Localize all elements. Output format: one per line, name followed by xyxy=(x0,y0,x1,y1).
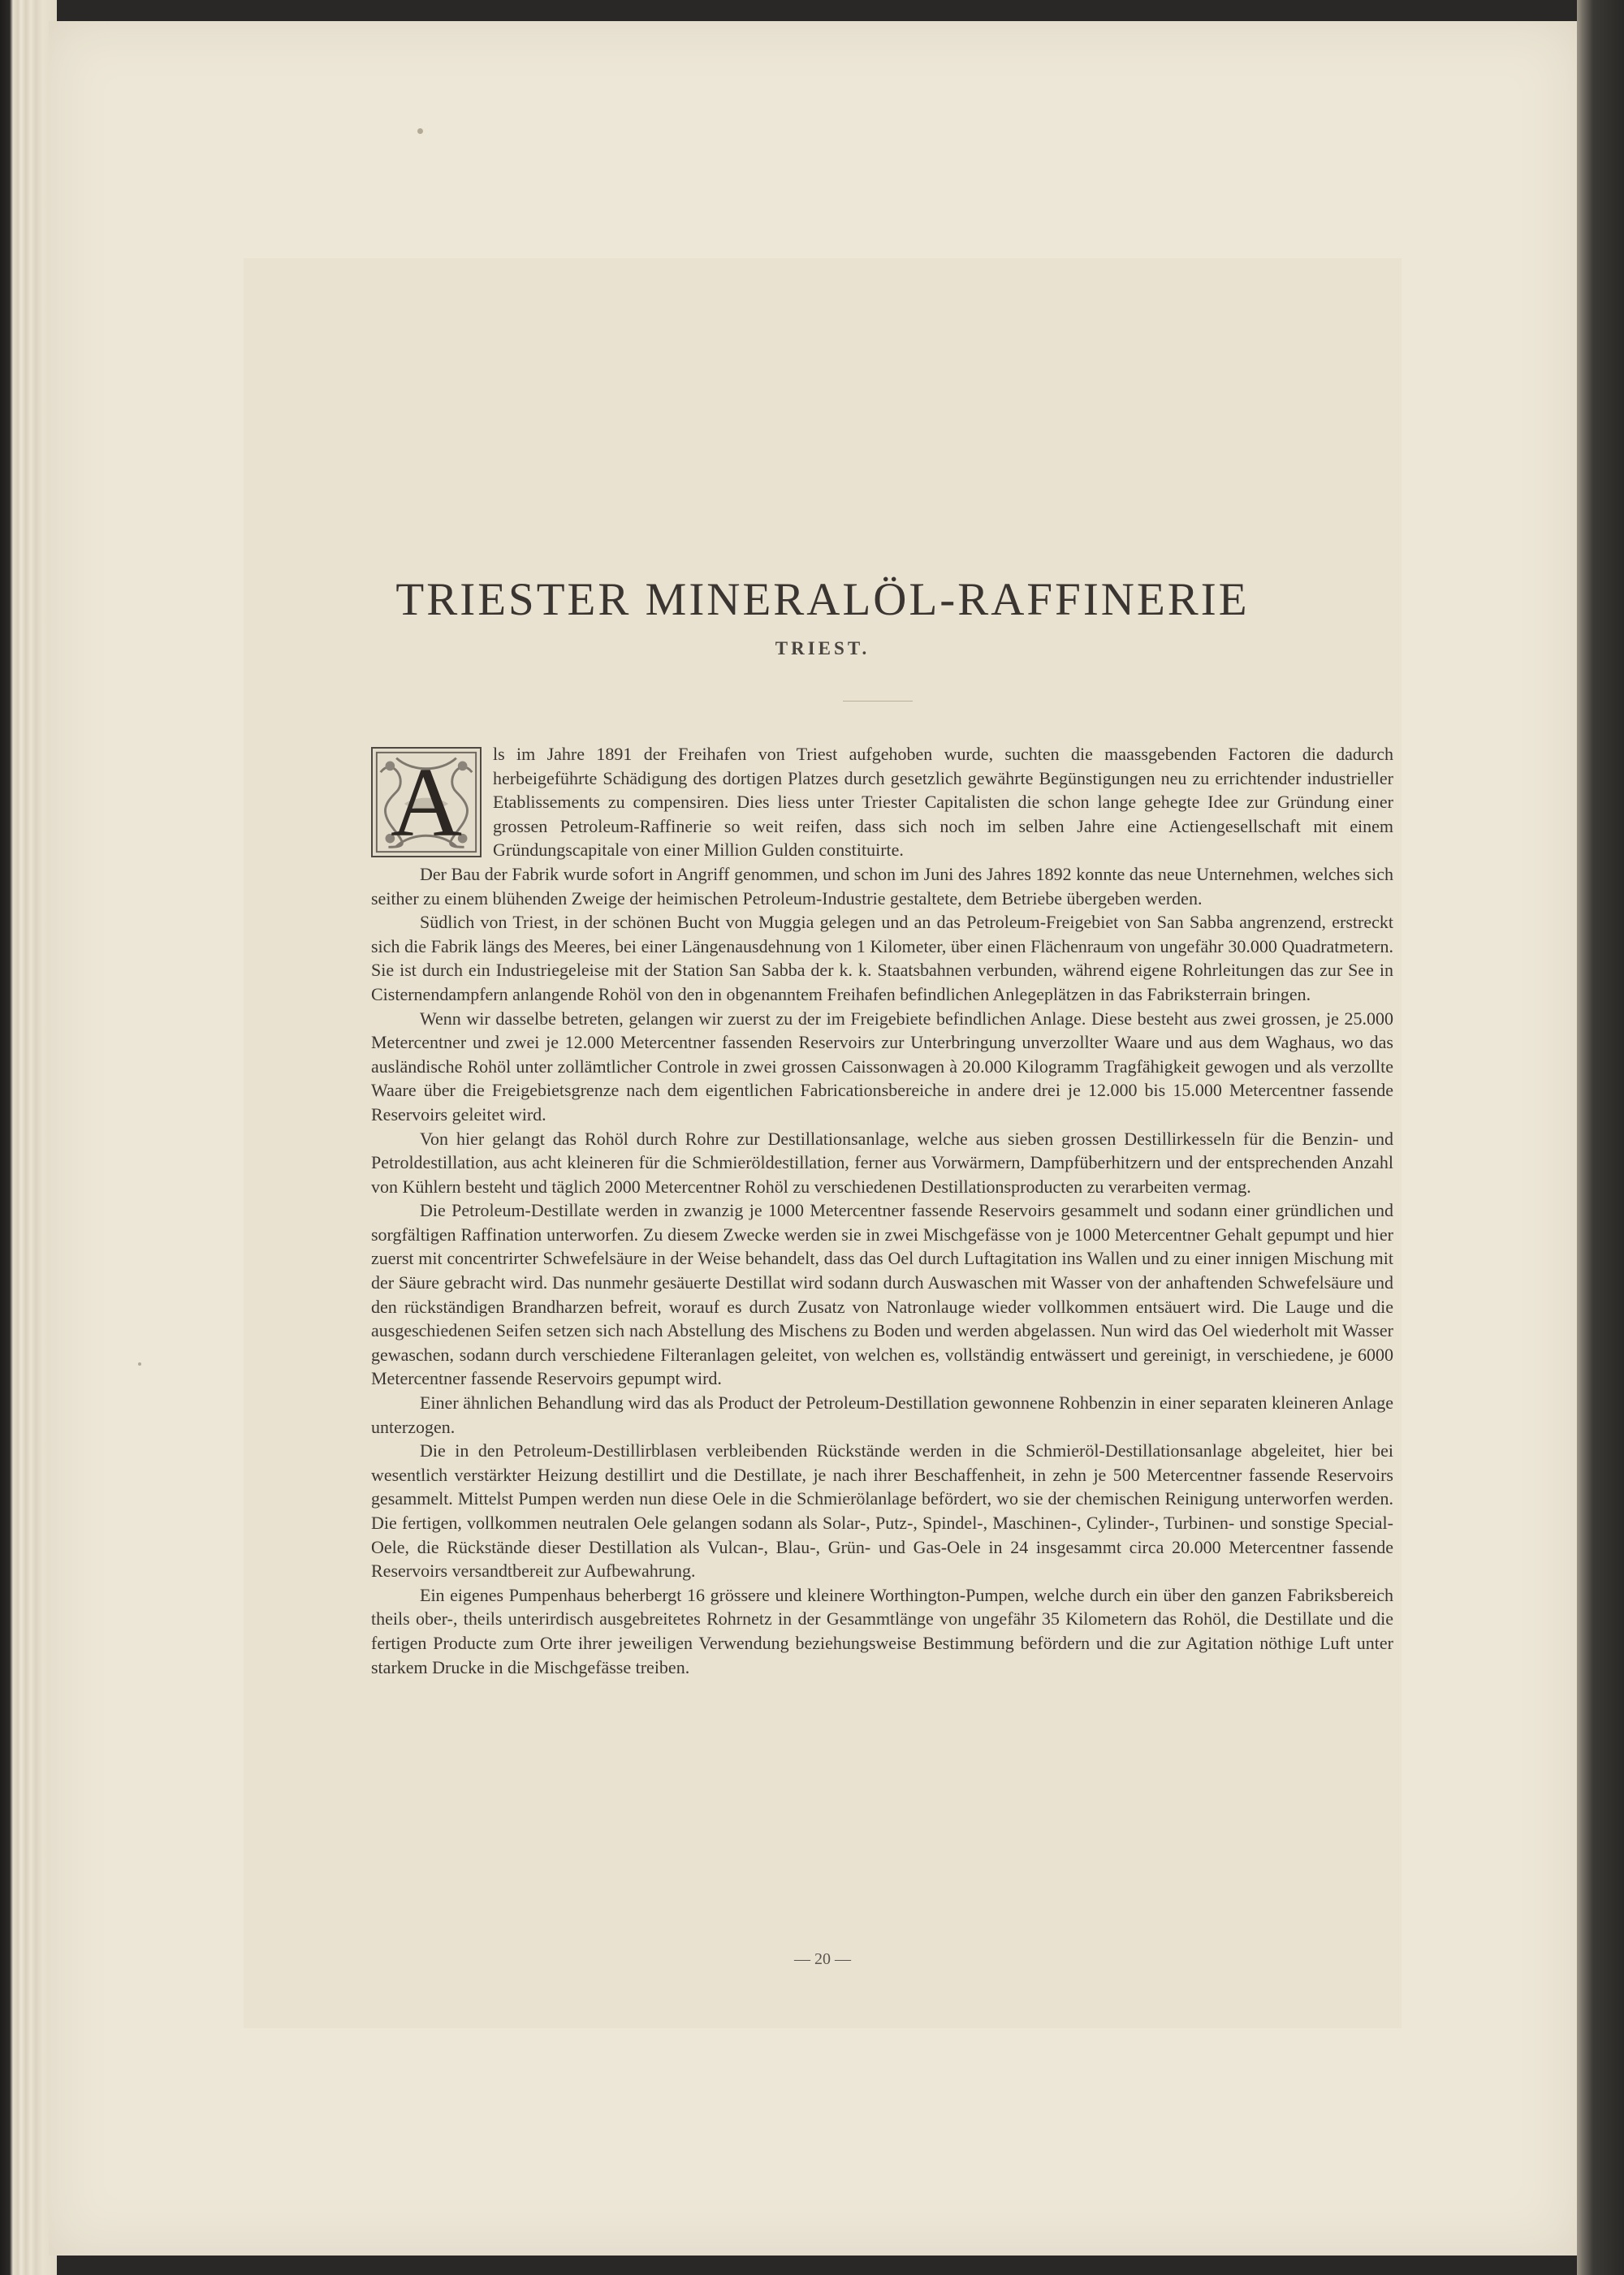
page-title: TRIESTER MINERALÖL-RAFFINERIE xyxy=(395,574,1250,625)
paragraph-7: Einer ähnlichen Behandlung wird das als Product der Petroleum-Destillation gewonnene Rohbenzin in einer separaten kleineren Anlage unterzogen. xyxy=(371,1392,1393,1437)
drop-cap-letter: A xyxy=(390,748,463,857)
paragraph-text: ls im Jahre 1891 der Freihafen von Triest aufgehoben wurde, suchten die maassgebenden Factoren die dadurch herbeigeführte Schädigung des dortigen Platzes durch gesetzlich gewährte Begünstigungen neu zu errichtender industrieller Etablissements zu compensiren. Dies liess unter Triester Capitalisten die schon lange gehegte Idee zur Gründung einer grossen Petroleum-Raffinerie so weit reifen, dass sich noch im selben Jahre eine Actiengesellschaft mit einem Gründungscapitale von einer Million Gulden constituirte. xyxy=(493,744,1393,861)
ornamental-initial xyxy=(371,747,482,857)
article-body xyxy=(371,742,1393,1679)
paragraph-8: Die in den Petroleum-Destillirblasen verbleibenden Rückstände werden in die Schmieröl-Destillationsanlage abgeleitet, hier bei wesentlich verstärkter Heizung destillirt und die Destillate, je nach ihrer Beschaffenheit, in zehn je 500 Metercentner fassende Reservoirs gesammelt. Mittelst Pumpen werden nun diese Oele in die Schmierölanlage befördert, wo sie der chemischen Reinigung unterworfen werden. Die fertigen, vollkommen neutralen Oele gelangen sodann als Solar-, Putz-, Spindel-, Maschinen-, Cylinder-, Turbinen- und sonstige Special-Oele, die Rückstände dieser Destillation als Vulcan-, Blau-, Grün- und Gas-Oele in 24 insgesammt circa 20.000 Metercentner fassende Reservoirs versandtbereit zur Aufbewahrung. xyxy=(371,1440,1393,1582)
paper-speck xyxy=(138,1362,141,1366)
page-edge xyxy=(1577,0,1624,2275)
paragraph-9: Ein eigenes Pumpenhaus beherbergt 16 grössere und kleinere Worthington-Pumpen, welche durch ein über den ganzen Fabriksbereich theils ober-, theils unterirdisch ausgebreitetes Rohrnetz in der Gesammtlänge von ungefähr 35 Kilometern das Rohöl, die Destillate und die fertigen Producte zum Orte ihrer jeweiligen Verwendung beziehungsweise Bestimmung befördern und die zur Agitation nöthige Luft unter starkem Drucke in die Mischgefässe treiben. xyxy=(371,1584,1393,1677)
paragraph-5: Von hier gelangt das Rohöl durch Rohre zur Destillationsanlage, welche aus sieben grossen Destillirkesseln für die Benzin- und Petroldestillation, aus acht kleineren für die Schmieröldestillation, ferner aus Vorwärmern, Dampfüberhitzern und der entsprechenden Anzahl von Kühlern besteht und täglich 2000 Metercentner Rohöl zu verschiedenen Destillationsproducten zu verarbeiten vermag. xyxy=(371,1128,1393,1197)
paragraph-6: Die Petroleum-Destillate werden in zwanzig je 1000 Metercentner fassende Reservoirs gesammelt und sodann einer gründlichen und sorgfältigen Raffination unterworfen. Zu diesem Zwecke werden sie in zwei Mischgefässe von je 1000 Metercentner Gehalt gepumpt und hier zuerst mit concentrirter Schwefelsäure in der Weise behandelt, dass das Oel durch Luftagitation ins Wallen und zu einer innigen Mischung mit der Säure gebracht wird. Das nunmehr gesäuerte Destillat wird sodann durch Auswaschen mit Wasser von der anhaftenden Schwefelsäure und den rückständigen Brandharzen befreit, worauf es durch Zusatz von Natronlauge wieder vollkommen entsäuert wird. Die Lauge und die ausgeschiedenen Seifen setzen sich nach Abstellung des Mischens zu Boden und werden abgelassen. Nun wird das Oel wiederholt mit Wasser gewaschen, sodann durch verschiedene Filteranlagen geleitet, von welchen es, vollständig entwässert und gereinigt, in verschiedene, je 6000 Metercentner fassende Reservoirs gepumpt wird. xyxy=(371,1200,1393,1389)
page-number: — 20 — xyxy=(794,1950,851,1968)
paragraph-1 xyxy=(371,742,1393,862)
page-subtitle: TRIEST. xyxy=(775,638,870,658)
paragraph-2: Der Bau der Fabrik wurde sofort in Angriff genommen, und schon im Juni des Jahres 1892 konnte das neue Unternehmen, welches sich seither zu einem blühenden Zweige der heimischen Petroleum-Industrie gestaltete, dem Betriebe übergeben werden. xyxy=(371,863,1393,909)
paper-speck xyxy=(417,128,423,134)
paragraph-4: Wenn wir dasselbe betreten, gelangen wir zuerst zu der im Freigebiete befindlichen Anlage. Diese besteht aus zwei grossen, je 25.000 Metercentner und zwei je 12.000 Metercentner fassenden Reservoirs zur Unterbringung unverzollter Waare und aus dem Waghaus, wo das ausländische Rohöl unter zollämtlicher Controle in zwei grossen Caissonwagen à 20.000 Kilogramm Tragfähigkeit gewogen und als verzollte Waare über die Freigebietsgrenze nach dem eigentlichen Fabricationsbereiche in andere drei je 12.000 bis 15.000 Metercentner fassende Reservoirs geleitet wird. xyxy=(371,1008,1393,1125)
paragraph-3: Südlich von Triest, in der schönen Bucht von Muggia gelegen und an das Petroleum-Freigebiet von San Sabba angrenzend, erstreckt sich die Fabrik längs des Meeres, bei einer Längenausdehnung von 1 Kilometer, über einen Flächenraum von ungefähr 30.000 Quadratmetern. Sie ist durch ein Industriegeleise mit der Station San Sabba der k. k. Staatsbahnen verbunden, während eigene Rohrleitungen das zur See in Cisternendampfern anlangende Rohöl von den in obgenanntem Freihafen befindlichen Anlegeplätzen in das Fabriksterrain bringen. xyxy=(371,912,1393,1004)
